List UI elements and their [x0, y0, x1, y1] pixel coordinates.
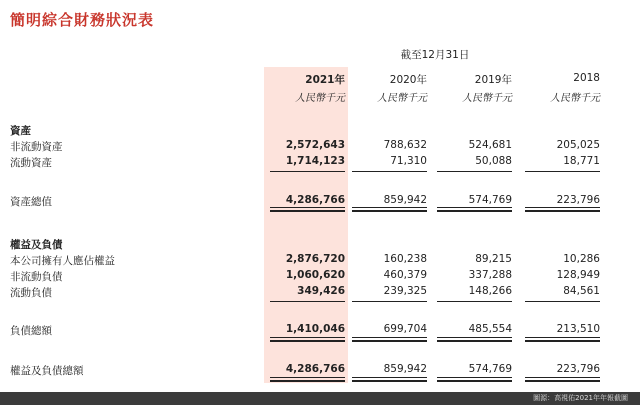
section-heading-equity-liabilities: 權益及負債	[10, 239, 63, 251]
table-cell-grand-total: 859,942	[383, 363, 427, 375]
total-double-rule	[270, 207, 345, 212]
table-cell: 239,325	[383, 285, 427, 297]
total-double-rule	[270, 337, 345, 342]
table-cell-total: 485,554	[468, 323, 512, 335]
subtotal-rule	[270, 301, 345, 302]
table-cell: 337,288	[468, 269, 512, 281]
row-label: 非流動負債	[10, 271, 63, 283]
page-title: 簡明綜合財務狀況表	[10, 11, 155, 29]
period-header: 截至12月31日	[400, 49, 470, 61]
total-double-rule	[525, 377, 600, 382]
table-cell: 2,572,643	[285, 139, 345, 151]
table-cell-total: 699,704	[383, 323, 427, 335]
table-cell: 10,286	[563, 253, 600, 265]
table-cell-total: 223,796	[556, 194, 600, 206]
row-label-grand-total: 權益及負債總額	[10, 365, 84, 377]
subtotal-rule	[270, 171, 345, 172]
table-cell-grand-total: 574,769	[468, 363, 512, 375]
table-cell-grand-total: 223,796	[556, 363, 600, 375]
table-cell: 1,714,123	[285, 155, 345, 167]
total-double-rule	[437, 207, 512, 212]
total-double-rule	[270, 377, 345, 382]
column-unit-2021: 人民幣千元	[295, 93, 345, 104]
table-cell: 84,561	[563, 285, 600, 297]
row-label: 流動負債	[10, 287, 52, 299]
row-label-total: 負債總額	[10, 325, 52, 337]
subtotal-rule	[437, 171, 512, 172]
subtotal-rule	[352, 301, 427, 302]
table-cell: 2,876,720	[285, 253, 345, 265]
table-cell: 71,310	[390, 155, 427, 167]
column-year-2019: 2019年	[474, 74, 512, 86]
column-unit-2018: 人民幣千元	[550, 93, 600, 104]
total-double-rule	[352, 207, 427, 212]
table-cell: 788,632	[383, 139, 427, 151]
column-year-2021: 2021年	[305, 74, 345, 86]
section-heading-assets: 資產	[10, 125, 31, 137]
table-cell: 128,949	[556, 269, 600, 281]
column-year-2020: 2020年	[389, 74, 427, 86]
total-double-rule	[437, 337, 512, 342]
row-label-total: 資產總值	[10, 196, 52, 208]
total-double-rule	[352, 377, 427, 382]
table-cell: 1,060,620	[285, 269, 345, 281]
table-cell-total: 574,769	[468, 194, 512, 206]
footer-bar	[0, 392, 640, 405]
table-cell: 205,025	[556, 139, 600, 151]
table-cell-grand-total: 4,286,766	[285, 363, 345, 375]
subtotal-rule	[437, 301, 512, 302]
image-source-caption: 圖源：高視佑2021年年報截圖	[533, 394, 628, 402]
table-cell-total: 4,286,766	[285, 194, 345, 206]
total-double-rule	[525, 207, 600, 212]
total-double-rule	[437, 377, 512, 382]
table-cell: 50,088	[475, 155, 512, 167]
table-cell: 460,379	[383, 269, 427, 281]
table-cell-total: 213,510	[556, 323, 600, 335]
table-cell: 160,238	[383, 253, 427, 265]
column-year-2018: 2018	[573, 72, 600, 84]
column-unit-2019: 人民幣千元	[462, 93, 512, 104]
table-cell: 148,266	[468, 285, 512, 297]
table-cell-total: 1,410,046	[285, 323, 345, 335]
column-unit-2020: 人民幣千元	[377, 93, 427, 104]
table-cell: 89,215	[475, 253, 512, 265]
row-label: 流動資產	[10, 157, 52, 169]
table-cell-total: 859,942	[383, 194, 427, 206]
total-double-rule	[352, 337, 427, 342]
current-year-highlight	[264, 67, 348, 383]
table-cell: 18,771	[563, 155, 600, 167]
table-cell: 349,426	[297, 285, 345, 297]
row-label: 非流動資產	[10, 141, 63, 153]
subtotal-rule	[525, 301, 600, 302]
total-double-rule	[525, 337, 600, 342]
subtotal-rule	[525, 171, 600, 172]
subtotal-rule	[352, 171, 427, 172]
table-cell: 524,681	[468, 139, 512, 151]
row-label: 本公司擁有人應佔權益	[10, 255, 115, 267]
